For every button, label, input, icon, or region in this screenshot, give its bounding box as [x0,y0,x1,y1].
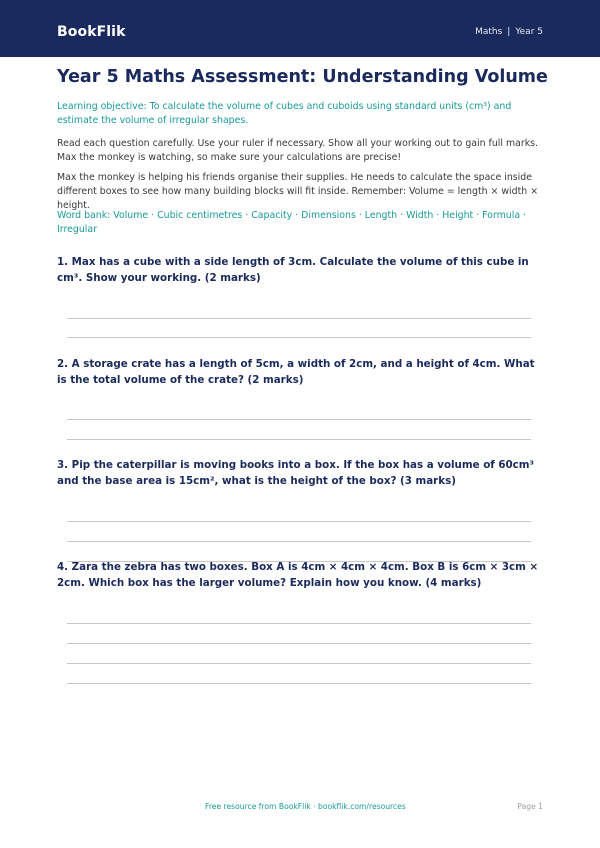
header-meta [475,26,543,38]
question-1: 1. Max has a cube with a side length of 3cm. Calculate the volume of this cube in cm³. Show your working. (2 marks) [57,256,529,284]
question-3: 3. Pip the caterpillar is moving books into a box. If the box has a volume of 60cm³ and the base area is 15cm², what is the height of the box? (3 marks) [57,459,535,487]
page-footer [0,801,600,815]
answer-line[interactable] [67,663,531,664]
instructions: Read each question carefully. Use your ruler if necessary. Show all your working out to gain full marks. Max the monkey is watching, so make sure your calculations are precise! [57,138,538,163]
answer-line[interactable] [67,337,531,338]
answer-line[interactable] [67,643,531,644]
subject-label: Maths [475,27,503,37]
answer-line[interactable] [67,419,531,420]
answer-line[interactable] [67,521,531,522]
header-separator: | [507,27,511,37]
year-label: Year 5 [515,27,543,37]
page-title: Year 5 Maths Assessment: Understanding Volume [57,67,548,87]
answer-line[interactable] [67,683,531,684]
question-4: 4. Zara the zebra has two boxes. Box A is 4cm × 4cm × 4cm. Box B is 6cm × 3cm × 2cm. Which box has the larger volume? Explain how you know. (4 marks) [57,561,539,589]
context-paragraph: Max the monkey is helping his friends organise their supplies. He needs to calculate the space inside different boxes to see how many building blocks will fit inside. Remember: Volume = length × width × height. [57,172,539,211]
learning-objective: Learning objective: To calculate the volume of cubes and cuboids using standard units (cm³) and estimate the volume of irregular shapes. [57,101,512,126]
footer-credit-link[interactable]: Free resource from BookFlik · bookflik.com/resources [205,802,406,811]
answer-line[interactable] [67,318,531,319]
answer-line[interactable] [67,541,531,542]
word-bank: Word bank: Volume · Cubic centimetres · Capacity · Dimensions · Length · Width · Height · Formula · Irregular [57,210,527,235]
answer-line[interactable] [67,439,531,440]
page-number: Page 1 [517,802,543,811]
question-2: 2. A storage crate has a length of 5cm, a width of 2cm, and a height of 4cm. What is the total volume of the crate? (2 marks) [57,358,535,386]
answer-line[interactable] [67,623,531,624]
header-bar [0,0,600,57]
brand-logo[interactable]: BookFlik [57,24,126,40]
